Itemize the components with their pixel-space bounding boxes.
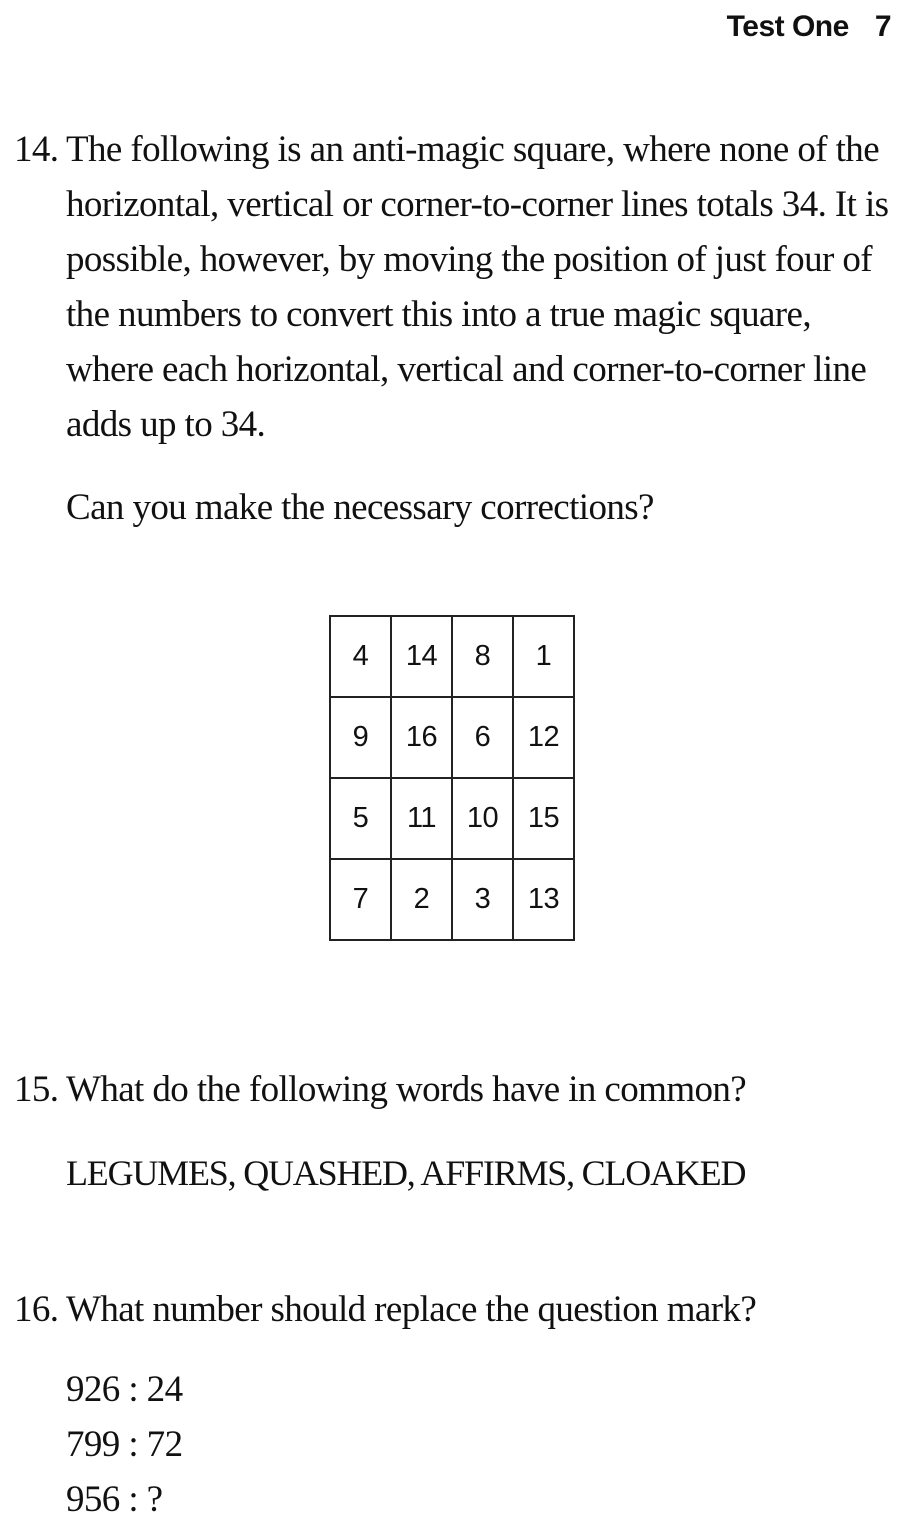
grid-cell: 10 [452, 778, 513, 859]
grid-cell: 16 [391, 697, 452, 778]
grid-cell: 4 [330, 616, 391, 697]
grid-cell: 9 [330, 697, 391, 778]
grid-cell: 12 [513, 697, 574, 778]
word-list: LEGUMES, QUASHED, AFFIRMS, CLOAKED [66, 1153, 746, 1193]
question-number: 15. [14, 1069, 59, 1110]
grid-cell: 15 [513, 778, 574, 859]
question-number: 16. [14, 1289, 59, 1330]
number-pair: 799 : 72 [66, 1424, 183, 1465]
grid-row [330, 616, 574, 697]
grid-cell: 3 [452, 859, 513, 940]
grid-row [330, 859, 574, 940]
question-14 [14, 122, 894, 535]
followup-question: Can you make the necessary corrections? [66, 487, 654, 528]
grid-row [330, 697, 574, 778]
question-text: What do the following words have in common? [66, 1069, 747, 1110]
question-line: adds up to 34. [66, 404, 266, 445]
question-line: possible, however, by moving the position of just four of [66, 239, 872, 280]
running-head [727, 10, 891, 44]
question-number: 14. [14, 129, 59, 170]
question-line: the numbers to convert this into a true magic square, [66, 294, 811, 335]
grid-cell: 2 [391, 859, 452, 940]
question-line: horizontal, vertical or corner-to-corner lines totals 34. It is [66, 184, 889, 225]
grid-cell: 7 [330, 859, 391, 940]
question-line: The following is an anti-magic square, where none of the [66, 129, 880, 170]
number-pairs [66, 1362, 182, 1527]
grid-cell: 13 [513, 859, 574, 940]
question-line: where each horizontal, vertical and corner-to-corner line [66, 349, 867, 390]
question-text [66, 122, 894, 452]
running-title: Test One [726, 10, 849, 43]
page-number: 7 [874, 10, 891, 43]
number-pair: 956 : ? [66, 1479, 163, 1520]
grid-cell: 8 [452, 616, 513, 697]
grid-cell: 5 [330, 778, 391, 859]
question-15 [14, 1062, 894, 1117]
question-16 [14, 1282, 894, 1337]
grid-cell: 6 [452, 697, 513, 778]
question-text: What number should replace the question mark? [66, 1289, 757, 1330]
number-pair: 926 : 24 [66, 1369, 183, 1410]
grid-cell: 11 [391, 778, 452, 859]
grid-cell: 1 [513, 616, 574, 697]
grid-row [330, 778, 574, 859]
anti-magic-square [329, 615, 575, 941]
grid-cell: 14 [391, 616, 452, 697]
